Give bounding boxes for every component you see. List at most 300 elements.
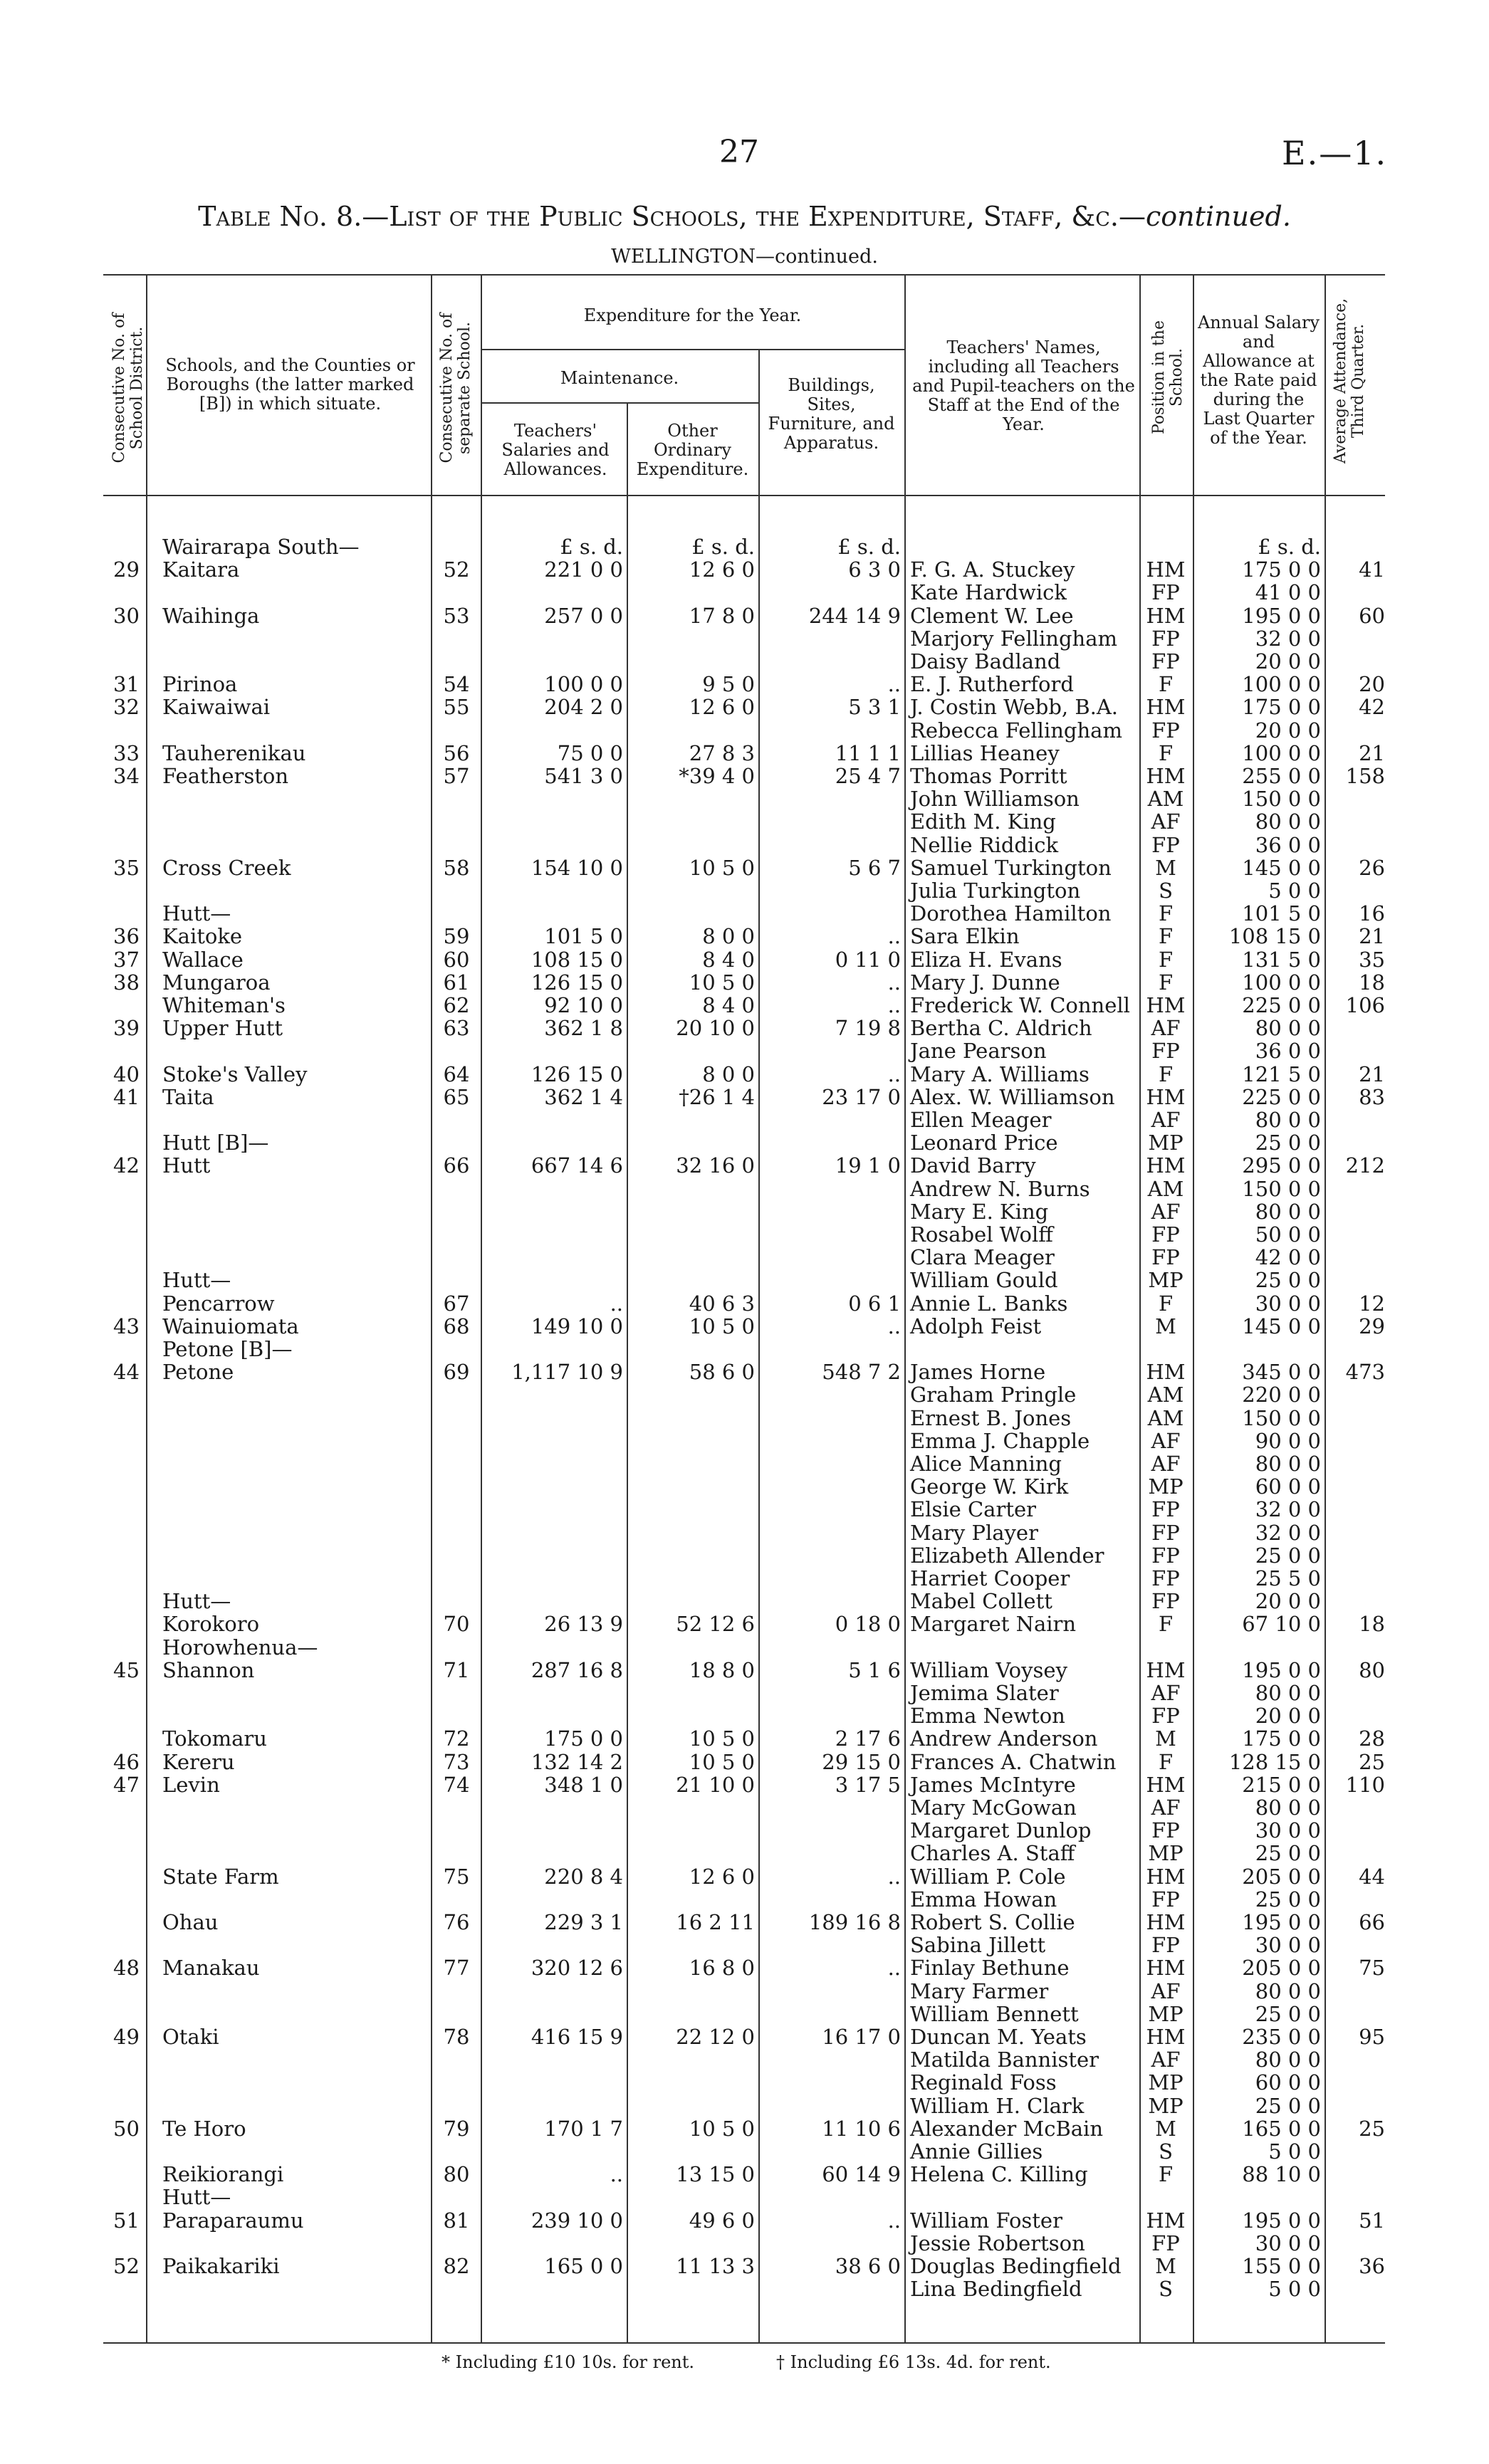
- table-row: [0, 1727, 1489, 1750]
- annual-salary: 5 0 0: [1268, 2277, 1321, 2302]
- buildings-value: ..: [887, 970, 901, 995]
- position: MP: [1148, 2093, 1184, 2118]
- school-name: Te Horo: [162, 2116, 246, 2141]
- table-row: [0, 1865, 1489, 1888]
- school-name: Horowhenua—: [162, 1635, 318, 1660]
- position: AF: [1151, 1978, 1181, 2003]
- school-name: Levin: [162, 1772, 220, 1797]
- annual-salary: 225 0 0: [1242, 1084, 1321, 1109]
- position: FP: [1151, 1245, 1180, 1270]
- teacher-name: Alice Manning: [910, 1452, 1062, 1476]
- annual-salary: 195 0 0: [1242, 2208, 1321, 2233]
- table-row: [0, 1751, 1489, 1773]
- table-row: [0, 2163, 1489, 2186]
- district-no: 40: [113, 1061, 140, 1086]
- position: FP: [1151, 1520, 1180, 1545]
- table-row: [0, 1773, 1489, 1796]
- attendance: 29: [1359, 1314, 1385, 1338]
- annual-salary: 80 0 0: [1255, 1681, 1321, 1705]
- ordinary-value: 8 0 0: [702, 1061, 755, 1086]
- header-buildings: Buildings, Sites, Furniture, and Apparatus.: [768, 375, 895, 453]
- position: M: [1155, 855, 1176, 880]
- position: M: [1155, 1726, 1176, 1751]
- teacher-name: Douglas Bedingfield: [910, 2254, 1122, 2278]
- salaries-value: 149 10 0: [531, 1314, 623, 1338]
- table-row: [0, 1498, 1489, 1521]
- table-row: [0, 787, 1489, 810]
- table-row: [0, 1521, 1489, 1544]
- attendance: 158: [1345, 764, 1385, 788]
- ordinary-value: 40 6 3: [689, 1291, 755, 1316]
- footnote-dagger: † Including £6 13s. 4d. for rent.: [776, 2352, 1051, 2372]
- annual-salary: 175 0 0: [1242, 695, 1321, 720]
- school-no: 56: [443, 740, 470, 765]
- position: AM: [1147, 1383, 1184, 1407]
- page-number: 27: [719, 134, 759, 170]
- buildings-value: 2 17 6: [835, 1726, 901, 1751]
- position: F: [1158, 947, 1174, 972]
- teacher-name: John Williamson: [910, 787, 1080, 812]
- salaries-value: 101 5 0: [544, 924, 623, 949]
- table-row: [0, 673, 1489, 696]
- ordinary-value: 10 5 0: [689, 2116, 755, 2141]
- school-no: 55: [443, 695, 470, 720]
- teacher-name: William H. Clark: [910, 2093, 1085, 2118]
- teacher-name: Mary E. King: [910, 1199, 1049, 1224]
- ordinary-value: 8 4 0: [702, 993, 755, 1017]
- buildings-value: ..: [887, 1864, 901, 1889]
- position: FP: [1151, 2230, 1180, 2255]
- table-row: [0, 1178, 1489, 1200]
- position: M: [1155, 2116, 1176, 2141]
- teacher-name: Duncan M. Yeats: [910, 2025, 1087, 2049]
- table-row: [0, 1934, 1489, 1956]
- buildings-value: 38 6 0: [835, 2254, 901, 2278]
- position: FP: [1151, 1933, 1180, 1958]
- table-row: [0, 1154, 1489, 1177]
- position: HM: [1146, 603, 1186, 628]
- teacher-name: Sabina Jillett: [910, 1933, 1046, 1958]
- position: MP: [1148, 2001, 1184, 2026]
- school-no: 54: [443, 672, 470, 697]
- school-no: 79: [443, 2116, 470, 2141]
- position: AM: [1147, 1405, 1184, 1430]
- annual-salary: 90 0 0: [1255, 1428, 1321, 1453]
- table-row: [0, 1475, 1489, 1498]
- salaries-value: 132 14 2: [531, 1749, 623, 1774]
- buildings-value: 3 17 5: [835, 1772, 901, 1797]
- position: HM: [1146, 695, 1186, 720]
- attendance: 16: [1359, 901, 1385, 926]
- table-row: [0, 1223, 1489, 1246]
- table-row: [0, 2048, 1489, 2071]
- position: HM: [1146, 557, 1186, 582]
- annual-salary: 121 5 0: [1242, 1061, 1321, 1086]
- salaries-value: 239 10 0: [531, 2208, 623, 2233]
- school-name: Petone [B]—: [162, 1337, 293, 1361]
- buildings-value: 5 1 6: [848, 1657, 901, 1682]
- salaries-value: 287 16 8: [531, 1657, 623, 1682]
- annual-salary: 80 0 0: [1255, 1795, 1321, 1820]
- position: MP: [1148, 1841, 1184, 1866]
- attendance: 212: [1345, 1153, 1385, 1178]
- teacher-name: Elizabeth Allender: [910, 1543, 1104, 1568]
- salaries-value: 126 15 0: [531, 970, 623, 995]
- annual-salary: 25 0 0: [1255, 1131, 1321, 1155]
- salaries-value: ..: [610, 2162, 623, 2187]
- header-maintenance: Maintenance.: [560, 368, 679, 388]
- teacher-name: Samuel Turkington: [910, 855, 1112, 880]
- salaries-value: 348 1 0: [544, 1772, 623, 1797]
- teacher-name: Rosabel Wolff: [910, 1222, 1053, 1247]
- ordinary-value: 8 4 0: [702, 947, 755, 972]
- table-row: [0, 948, 1489, 971]
- table-row: [0, 1361, 1489, 1383]
- school-no: 81: [443, 2208, 470, 2233]
- district-no: 45: [113, 1657, 140, 1682]
- table-row: [0, 2095, 1489, 2117]
- teacher-name: Leonard Price: [910, 1131, 1058, 1155]
- teacher-name: William Voysey: [910, 1657, 1067, 1682]
- position: FP: [1151, 1818, 1180, 1843]
- salaries-value: 75 0 0: [557, 740, 623, 765]
- buildings-value: 6 3 0: [848, 557, 901, 582]
- teacher-name: Alexander McBain: [910, 2116, 1103, 2141]
- attendance: 95: [1359, 2025, 1385, 2049]
- buildings-value: 548 7 2: [822, 1360, 901, 1385]
- table-row: [0, 2071, 1489, 2094]
- annual-salary: 345 0 0: [1242, 1360, 1321, 1385]
- annual-salary: 80 0 0: [1255, 1452, 1321, 1476]
- ordinary-value: 11 13 3: [676, 2254, 755, 2278]
- teacher-name: Dorothea Hamilton: [910, 901, 1112, 926]
- table-row: [0, 2255, 1489, 2277]
- buildings-value: ..: [887, 924, 901, 949]
- teacher-name: Mary McGowan: [910, 1795, 1077, 1820]
- annual-salary: 100 0 0: [1242, 970, 1321, 995]
- attendance: 21: [1359, 1061, 1385, 1086]
- teacher-name: Ernest B. Jones: [910, 1405, 1072, 1430]
- school-name: Hutt—: [162, 901, 231, 926]
- position: F: [1158, 1612, 1174, 1637]
- buildings-value: 7 19 8: [835, 1016, 901, 1041]
- table-subtitle: WELLINGTON—continued.: [611, 246, 878, 268]
- annual-salary: 5 0 0: [1268, 2139, 1321, 2164]
- annual-salary: 175 0 0: [1242, 1726, 1321, 1751]
- position: F: [1158, 2162, 1174, 2187]
- annual-salary: 25 0 0: [1255, 1841, 1321, 1866]
- position: FP: [1151, 1543, 1180, 1568]
- school-no: 59: [443, 924, 470, 949]
- position: FP: [1151, 832, 1180, 857]
- teacher-name: Lillias Heaney: [910, 740, 1060, 765]
- annual-salary: 100 0 0: [1242, 740, 1321, 765]
- school-no: 68: [443, 1314, 470, 1338]
- teacher-name: Finlay Bethune: [910, 1956, 1070, 1981]
- position: FP: [1151, 718, 1180, 743]
- teacher-name: David Barry: [910, 1153, 1036, 1178]
- annual-salary: 25 0 0: [1255, 1887, 1321, 1912]
- annual-salary: 195 0 0: [1242, 603, 1321, 628]
- table-row: [0, 1315, 1489, 1338]
- table-row: [0, 834, 1489, 856]
- table-row: [0, 650, 1489, 673]
- attendance: 51: [1359, 2208, 1385, 2233]
- attendance: 28: [1359, 1726, 1385, 1751]
- table-row: [0, 1659, 1489, 1682]
- school-name: Cross Creek: [162, 855, 291, 880]
- annual-salary: 25 0 0: [1255, 2093, 1321, 2118]
- table-row: [0, 604, 1489, 627]
- salaries-value: 221 0 0: [544, 557, 623, 582]
- annual-salary: 195 0 0: [1242, 1910, 1321, 1934]
- table-row: [0, 627, 1489, 650]
- salaries-value: 1,117 10 9: [511, 1360, 623, 1385]
- teacher-name: James McIntyre: [910, 1772, 1076, 1797]
- teacher-name: E. J. Rutherford: [910, 672, 1074, 697]
- table-row: [0, 1682, 1489, 1704]
- annual-salary: 25 0 0: [1255, 2001, 1321, 2026]
- teacher-name: Kate Hardwick: [910, 580, 1067, 605]
- annual-salary: 25 0 0: [1255, 1543, 1321, 1568]
- ordinary-value: 20 10 0: [676, 1016, 755, 1041]
- position: FP: [1151, 1589, 1180, 1614]
- school-no: 77: [443, 1956, 470, 1981]
- table-row: [0, 1200, 1489, 1223]
- salaries-value: £ s. d.: [560, 535, 623, 559]
- teacher-name: Julia Turkington: [910, 879, 1081, 903]
- table-row: [0, 1017, 1489, 1039]
- attendance: 44: [1359, 1864, 1385, 1889]
- position: AF: [1151, 1428, 1181, 1453]
- table-row: [0, 879, 1489, 902]
- annual-salary: 100 0 0: [1242, 672, 1321, 697]
- salaries-value: 320 12 6: [531, 1956, 623, 1981]
- annual-salary: 36 0 0: [1255, 832, 1321, 857]
- annual-salary: 295 0 0: [1242, 1153, 1321, 1178]
- attendance: 26: [1359, 855, 1385, 880]
- annual-salary: 145 0 0: [1242, 855, 1321, 880]
- teacher-name: Charles A. Staff: [910, 1841, 1075, 1866]
- table-row: [0, 742, 1489, 765]
- teacher-name: Mary A. Williams: [910, 1061, 1090, 1086]
- table-row: [0, 1636, 1489, 1659]
- school-name: Hutt—: [162, 1589, 231, 1614]
- school-name: Kaitoke: [162, 924, 243, 949]
- position: FP: [1151, 1497, 1180, 1522]
- header-attendance: Average Attendance, Third Quarter.: [1332, 298, 1367, 464]
- attendance: 21: [1359, 740, 1385, 765]
- ordinary-value: 12 6 0: [689, 1864, 755, 1889]
- table-row: [0, 1063, 1489, 1086]
- school-no: 70: [443, 1612, 470, 1637]
- table-row: [0, 2003, 1489, 2025]
- teacher-name: William P. Cole: [910, 1864, 1066, 1889]
- buildings-value: 25 4 7: [835, 764, 901, 788]
- attendance: 75: [1359, 1956, 1385, 1981]
- position: HM: [1146, 1864, 1186, 1889]
- position: AF: [1151, 1108, 1181, 1132]
- ordinary-value: £ s. d.: [691, 535, 755, 559]
- salaries-value: 257 0 0: [544, 603, 623, 628]
- teacher-name: Alex. W. Williamson: [910, 1084, 1115, 1109]
- school-no: 65: [443, 1084, 470, 1109]
- annual-salary: 155 0 0: [1242, 2254, 1321, 2278]
- teacher-name: Edith M. King: [910, 809, 1056, 834]
- position: MP: [1148, 1131, 1184, 1155]
- district-no: 35: [113, 855, 140, 880]
- position: FP: [1151, 1222, 1180, 1247]
- position: HM: [1146, 2025, 1186, 2049]
- teacher-name: Mabel Collett: [910, 1589, 1052, 1614]
- district-no: 37: [113, 947, 140, 972]
- document-code: E.—1.: [1282, 134, 1388, 172]
- school-name: Manakau: [162, 1956, 260, 1981]
- buildings-value: 244 14 9: [808, 603, 901, 628]
- position: AF: [1151, 809, 1181, 834]
- position: HM: [1146, 1772, 1186, 1797]
- teacher-name: Mary Player: [910, 1520, 1038, 1545]
- annual-salary: 215 0 0: [1242, 1772, 1321, 1797]
- salaries-value: 229 3 1: [544, 1910, 623, 1934]
- position: HM: [1146, 1910, 1186, 1934]
- teacher-name: Jane Pearson: [910, 1039, 1047, 1064]
- attendance: 80: [1359, 1657, 1385, 1682]
- ordinary-value: 13 15 0: [676, 2162, 755, 2187]
- position: F: [1158, 901, 1174, 926]
- teacher-name: Frances A. Chatwin: [910, 1749, 1117, 1774]
- teacher-name: Thomas Porritt: [910, 764, 1067, 788]
- district-no: 32: [113, 695, 140, 720]
- school-name: Paikakariki: [162, 2254, 280, 2278]
- teacher-name: Emma Newton: [910, 1704, 1065, 1729]
- position: F: [1158, 970, 1174, 995]
- annual-salary: 60 0 0: [1255, 2070, 1321, 2095]
- attendance: 35: [1359, 947, 1385, 972]
- teacher-name: Clara Meager: [910, 1245, 1055, 1270]
- table-row: [0, 1383, 1489, 1406]
- salaries-value: 541 3 0: [544, 764, 623, 788]
- ordinary-value: 49 6 0: [689, 2208, 755, 2233]
- attendance: 36: [1359, 2254, 1385, 2278]
- ordinary-value: 52 12 6: [676, 1612, 755, 1637]
- annual-salary: 5 0 0: [1268, 879, 1321, 903]
- table-row: [0, 1956, 1489, 1979]
- school-name: Korokoro: [162, 1612, 260, 1637]
- position: HM: [1146, 2208, 1186, 2233]
- school-no: 69: [443, 1360, 470, 1385]
- ordinary-value: *39 4 0: [679, 764, 755, 788]
- position: MP: [1148, 1268, 1184, 1293]
- annual-salary: 150 0 0: [1242, 1405, 1321, 1430]
- position: FP: [1151, 626, 1180, 651]
- ordinary-value: 8 0 0: [702, 924, 755, 949]
- position: AM: [1147, 787, 1184, 812]
- school-no: 61: [443, 970, 470, 995]
- position: F: [1158, 1061, 1174, 1086]
- salaries-value: 100 0 0: [544, 672, 623, 697]
- district-no: 29: [113, 557, 140, 582]
- district-no: 50: [113, 2116, 140, 2141]
- table-row: [0, 925, 1489, 948]
- attendance: 42: [1359, 695, 1385, 720]
- teacher-name: Adolph Feist: [910, 1314, 1042, 1338]
- school-name: Whiteman's: [162, 993, 286, 1017]
- buildings-value: 16 17 0: [822, 2025, 901, 2049]
- school-name: Wallace: [162, 947, 244, 972]
- salaries-value: 362 1 4: [544, 1084, 623, 1109]
- annual-salary: 108 15 0: [1228, 924, 1321, 949]
- school-name: Hutt [B]—: [162, 1131, 269, 1155]
- teacher-name: Andrew Anderson: [910, 1726, 1098, 1751]
- salaries-value: 175 0 0: [544, 1726, 623, 1751]
- school-no: 75: [443, 1864, 470, 1889]
- table-row: [0, 1911, 1489, 1934]
- buildings-value: 11 10 6: [822, 2116, 901, 2141]
- district-no: 38: [113, 970, 140, 995]
- school-name: Hutt—: [162, 2185, 231, 2210]
- attendance: 20: [1359, 672, 1385, 697]
- table-row: [0, 2209, 1489, 2232]
- school-no: 58: [443, 855, 470, 880]
- school-name: Kereru: [162, 1749, 235, 1774]
- salaries-value: 170 1 7: [544, 2116, 623, 2141]
- buildings-value: 5 3 1: [848, 695, 901, 720]
- teacher-name: Margaret Dunlop: [910, 1818, 1092, 1843]
- salaries-value: 165 0 0: [544, 2254, 623, 2278]
- ordinary-value: †26 1 4: [679, 1084, 755, 1109]
- district-no: 46: [113, 1749, 140, 1774]
- attendance: 18: [1359, 1612, 1385, 1637]
- annual-salary: £ s. d.: [1258, 535, 1321, 559]
- table-row: [0, 1842, 1489, 1865]
- attendance: 60: [1359, 603, 1385, 628]
- table-row: [0, 1567, 1489, 1590]
- position: F: [1158, 740, 1174, 765]
- ordinary-value: 10 5 0: [689, 1726, 755, 1751]
- table-row: [0, 719, 1489, 742]
- annual-salary: 205 0 0: [1242, 1956, 1321, 1981]
- annual-salary: 150 0 0: [1242, 787, 1321, 812]
- table-row: [0, 558, 1489, 581]
- position: AF: [1151, 1795, 1181, 1820]
- annual-salary: 150 0 0: [1242, 1176, 1321, 1201]
- annual-salary: 20 0 0: [1255, 1589, 1321, 1614]
- school-name: Featherston: [162, 764, 289, 788]
- position: F: [1158, 1291, 1174, 1316]
- position: S: [1159, 879, 1173, 903]
- table-row: [0, 1246, 1489, 1269]
- school-no: 60: [443, 947, 470, 972]
- teacher-name: Mary Farmer: [910, 1978, 1049, 2003]
- school-no: 66: [443, 1153, 470, 1178]
- school-no: 73: [443, 1749, 470, 1774]
- table-row: [0, 581, 1489, 604]
- table-row: [0, 1039, 1489, 1062]
- school-no: 82: [443, 2254, 470, 2278]
- table-row: [0, 696, 1489, 718]
- position: AM: [1147, 1176, 1184, 1201]
- annual-salary: 255 0 0: [1242, 764, 1321, 788]
- school-no: 80: [443, 2162, 470, 2187]
- annual-salary: 20 0 0: [1255, 1704, 1321, 1729]
- annual-salary: 175 0 0: [1242, 557, 1321, 582]
- teacher-name: F. G. A. Stuckey: [910, 557, 1075, 582]
- teacher-name: Emma Howan: [910, 1887, 1057, 1912]
- position: M: [1155, 2254, 1176, 2278]
- position: AF: [1151, 1016, 1181, 1041]
- buildings-value: ..: [887, 1956, 901, 1981]
